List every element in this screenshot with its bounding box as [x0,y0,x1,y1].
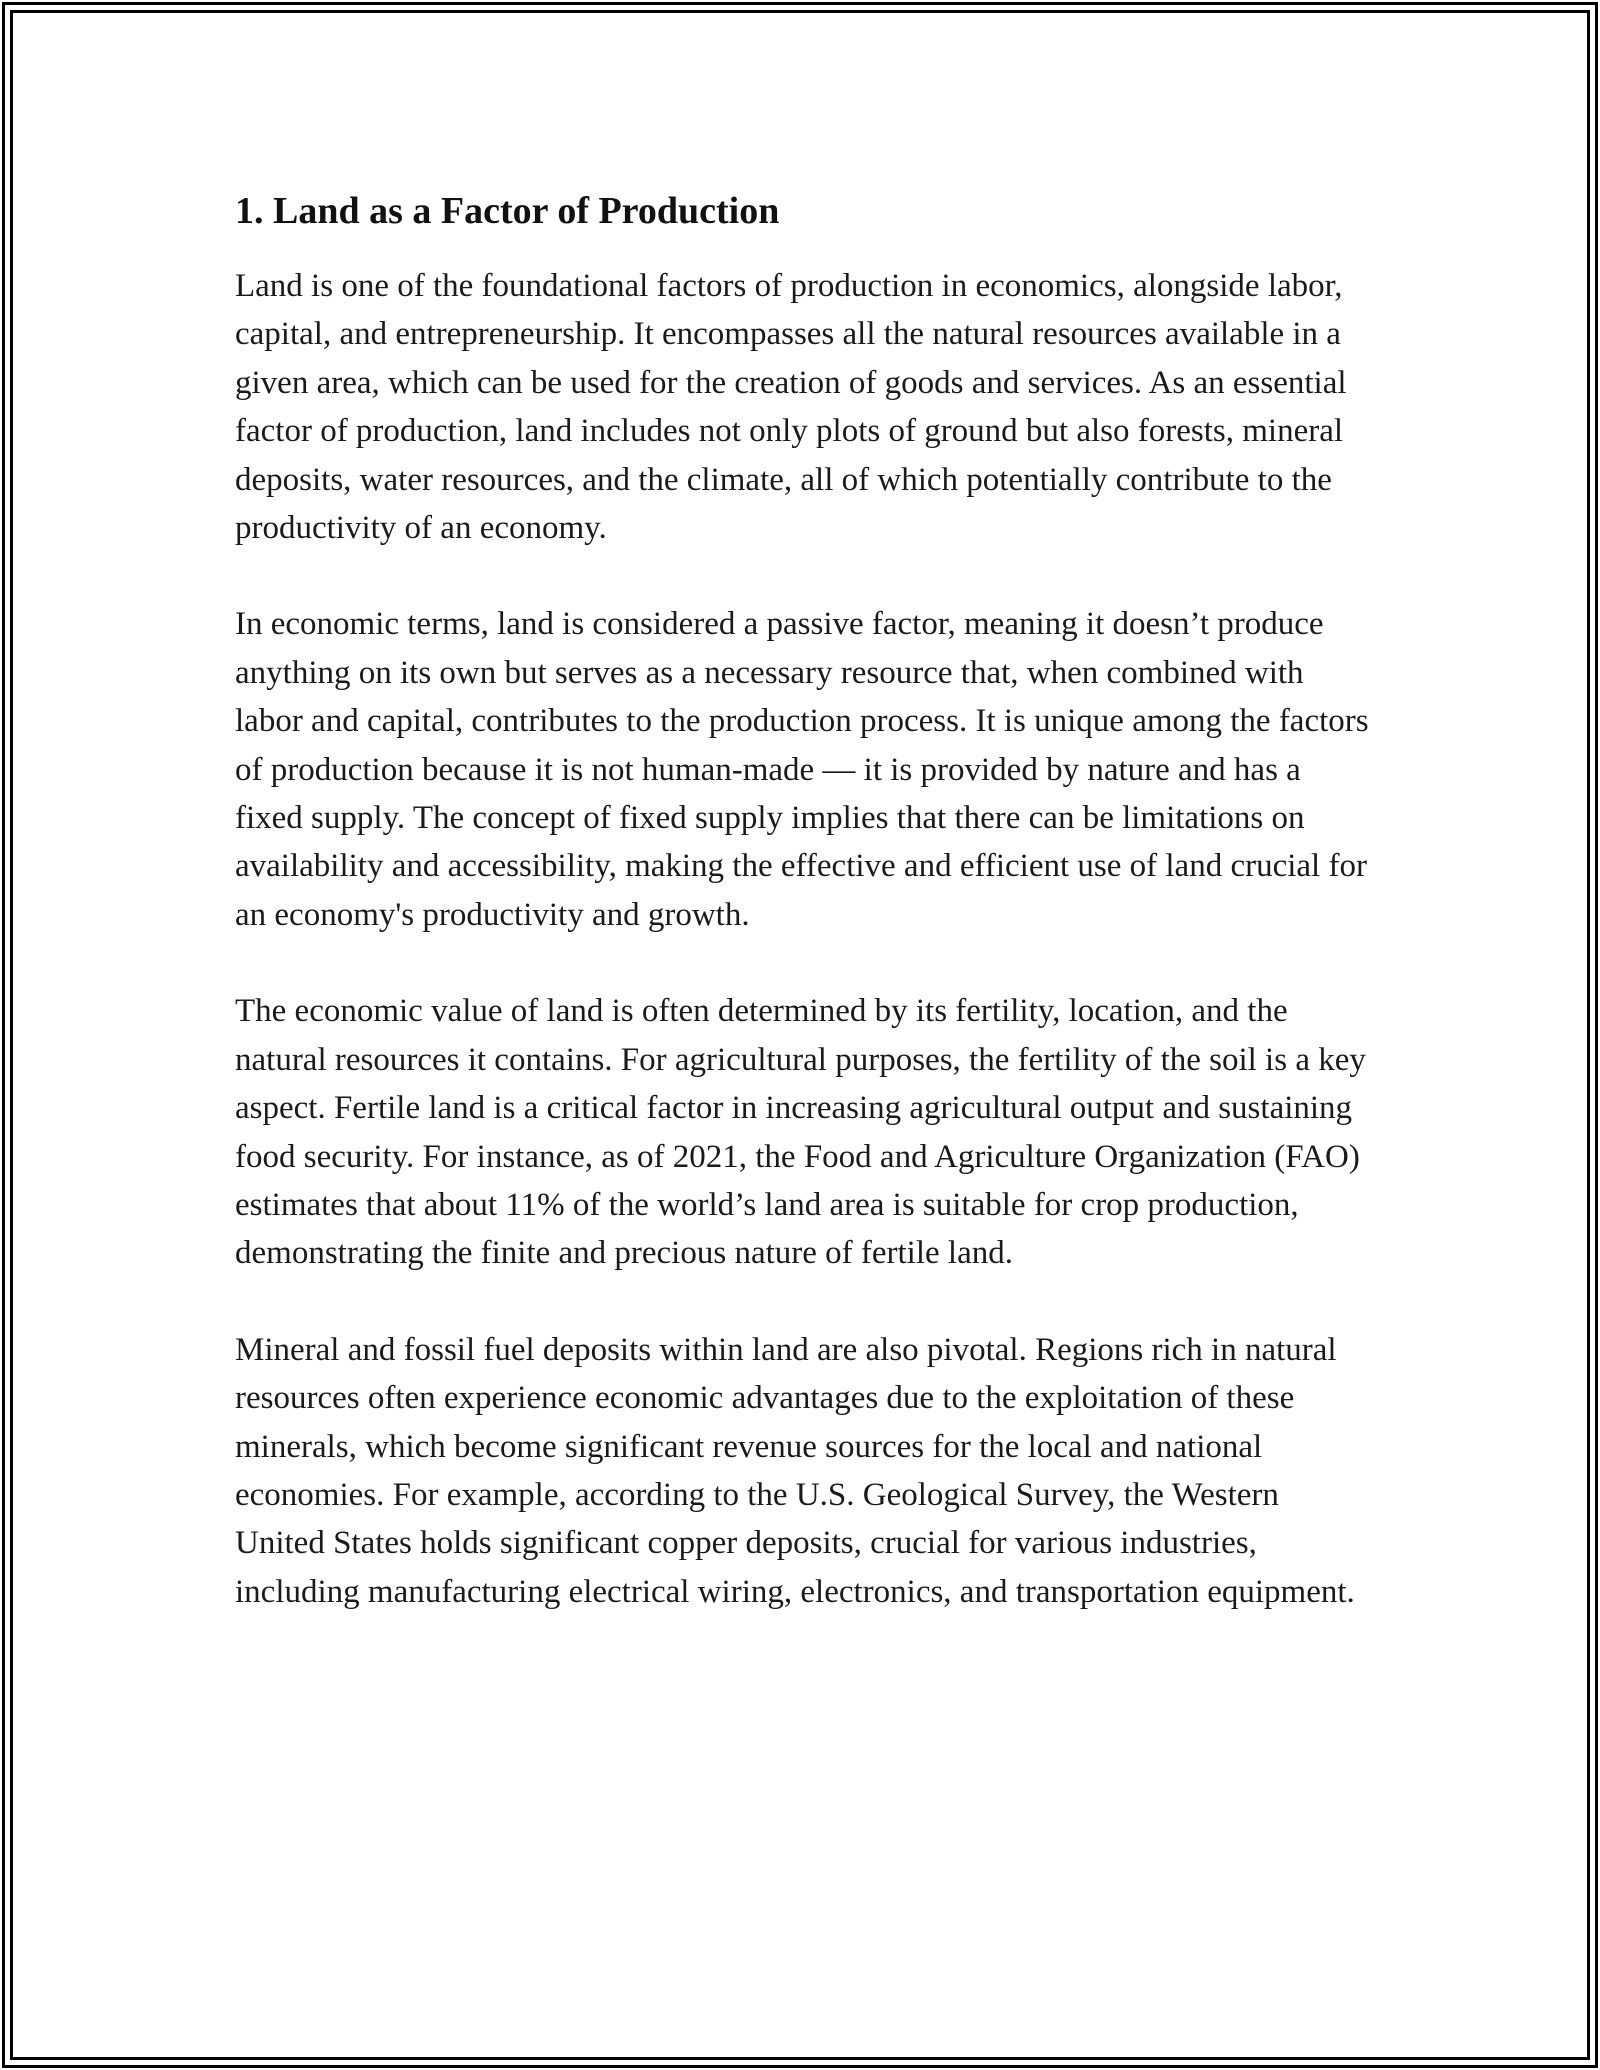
section-heading: 1. Land as a Factor of Production [235,190,780,232]
paragraph-land-definition: Land is one of the foundational factors of production in economics, alongside labor, capital, and entrepreneurship. It encompasses all the natural resources available in a given area, which can be used for the creation of goods and services. As an essential factor of production, land includes not only plots of ground but also forests, mineral deposits, water resources, and the climate, all of which potentially contribute to the productivity of an economy. [235,268,1347,547]
paragraph-mineral-deposits: Mineral and fossil fuel deposits within land are also pivotal. Regions rich in natural resources often experience economic advantages due to the exploitation of these minerals, which become significant revenue sources for the local and national economies. For example, according to the U.S. Geological Survey, the Western United States holds significant copper deposits, crucial for various industries, including manufacturing electrical wiring, electronics, and transportation equipment. [235,1331,1355,1610]
paragraph-passive-factor: In economic terms, land is considered a passive factor, meaning it doesn’t produce anything on its own but serves as a necessary resource that, when combined with labor and capital, contributes to the production process. It is unique among the factors of production because it is not human-made — it is provided by nature and has a fixed supply. The concept of fixed supply implies that there can be limitations on availability and accessibility, making the effective and efficient use of land crucial for an economy's productivity and growth. [235,606,1369,933]
document-body [235,188,1375,1664]
paragraph-economic-value: The economic value of land is often determined by its fertility, location, and the natural resources it contains. For agricultural purposes, the fertility of the soil is a key aspect. Fertile land is a critical factor in increasing agricultural output and sustaining food security. For instance, as of 2021, the Food and Agriculture Organization (FAO) estimates that about 11% of the world’s land area is suitable for crop production, demonstrating the finite and precious nature of fertile land. [235,993,1366,1272]
